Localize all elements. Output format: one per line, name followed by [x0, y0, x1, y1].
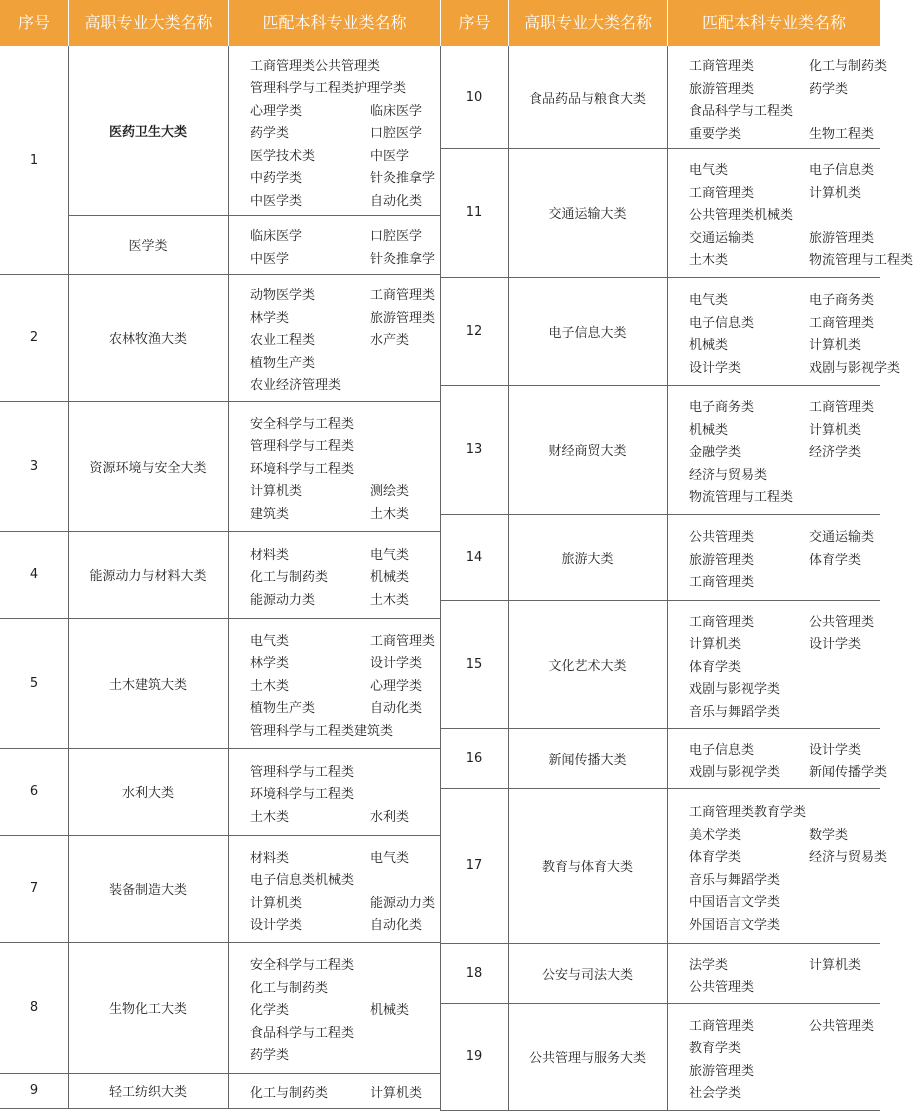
- matched-major: 心理学类: [370, 678, 423, 694]
- vocational-category: 资源环境与安全大类: [89, 460, 207, 476]
- matched-major: 音乐与舞蹈学类: [689, 704, 781, 720]
- matched-major: 药学类: [250, 1048, 290, 1064]
- matched-major: 法学类: [689, 957, 729, 973]
- matched-major: 针灸推拿学: [370, 171, 436, 187]
- row-number: 9: [29, 1083, 39, 1098]
- matched-major: 工商管理类: [809, 315, 875, 331]
- matched-major: 安全科学与工程类: [250, 416, 355, 432]
- vocational-category: 水利大类: [121, 786, 174, 801]
- vocational-category: 能源动力与材料大类: [89, 569, 207, 584]
- vocational-category: 食品药品与粮食大类: [528, 91, 646, 107]
- matched-major: 设计学类: [250, 918, 303, 933]
- matched-major: 公共管理类: [689, 530, 755, 546]
- matched-major: 设计学类: [809, 742, 862, 758]
- matched-major: 植物生产类: [250, 355, 316, 371]
- matched-major: 环境科学与工程类: [250, 787, 355, 803]
- matched-major: 工商管理类: [809, 400, 875, 416]
- row-divider: [0, 1108, 440, 1109]
- matched-major: 食品科学与工程类: [689, 104, 794, 119]
- matched-major: 食品科学与工程类: [250, 1025, 355, 1041]
- matched-major: 计算机类: [250, 484, 303, 500]
- row-number: 12: [465, 323, 483, 339]
- matched-major: 电气类: [370, 547, 410, 563]
- matched-major: 物流管理与工程类: [809, 253, 913, 269]
- matched-major: 电子信息类机械类: [250, 873, 355, 888]
- matched-major: 中国语言文学类: [689, 895, 781, 910]
- matched-major: 管理科学与工程类护理学类: [250, 81, 407, 97]
- vocational-category: 轻工纺织大类: [108, 1085, 187, 1100]
- matched-major: 自动化类: [370, 193, 423, 209]
- matched-major: 针灸推拿学: [370, 251, 436, 267]
- left-table: [0, 0, 440, 1110]
- matched-major: 化学类: [250, 1003, 290, 1019]
- matched-major: 水利类: [370, 809, 410, 825]
- matched-major: 体育学类: [809, 552, 862, 568]
- matched-major: 化工与制药类: [250, 980, 329, 996]
- row-number: 2: [29, 330, 39, 345]
- matched-major: 能源动力类: [370, 895, 436, 911]
- matched-major: 旅游管理类: [689, 552, 755, 568]
- matched-major: 体育学类: [689, 850, 742, 865]
- matched-major: 医学技术类: [250, 148, 316, 164]
- matched-major: 社会学类: [689, 1086, 742, 1101]
- matched-major: 新闻传播学类: [809, 765, 888, 780]
- vocational-category: 公共管理与服务大类: [528, 1051, 646, 1066]
- matched-major: 环境科学与工程类: [250, 461, 355, 477]
- matched-major: 体育学类: [689, 659, 742, 675]
- header-category: 高职专业大类名称: [523, 13, 652, 32]
- vocational-category: 生物化工大类: [108, 1002, 187, 1017]
- matched-major: 旅游管理类: [809, 230, 875, 246]
- matched-major: 工商管理类: [689, 1018, 755, 1034]
- matched-major: 电子信息类: [809, 163, 875, 179]
- matched-major: 中医学: [370, 148, 410, 164]
- matched-major: 教育学类: [689, 1041, 742, 1056]
- row-number: 14: [465, 549, 483, 565]
- vocational-category: 医学类: [128, 239, 168, 254]
- matched-major: 公共管理类: [809, 614, 875, 630]
- matched-major: 工商管理类: [689, 614, 755, 630]
- matched-major: 水产类: [370, 333, 410, 349]
- matched-major: 药学类: [809, 81, 849, 97]
- matched-major: 计算机类: [809, 422, 862, 438]
- matched-major: 材料类: [250, 547, 290, 563]
- vocational-category: 财经商贸大类: [548, 444, 627, 459]
- matched-major: 机械类: [370, 570, 410, 586]
- matched-major: 临床医学: [370, 103, 423, 119]
- matched-major: 中药学类: [250, 171, 303, 187]
- matched-major: 设计学类: [809, 637, 862, 653]
- matched-major: 电气类: [250, 633, 290, 649]
- matched-major: 中医学类: [250, 193, 303, 209]
- matched-major: 电子商务类: [809, 293, 875, 308]
- matched-major: 建筑类: [250, 506, 290, 522]
- header-majors: 匹配本科专业类名称: [262, 13, 407, 32]
- matched-major: 美术学类: [689, 827, 742, 843]
- matched-major: 电气类: [370, 850, 410, 866]
- matched-major: 经济与贸易类: [809, 850, 888, 865]
- row-number: 11: [465, 205, 483, 220]
- matched-major: 植物生产类: [250, 701, 316, 717]
- header-majors: 匹配本科专业类名称: [701, 13, 846, 32]
- vocational-category: 教育与体育大类: [541, 860, 633, 875]
- matched-major: 电子信息类: [689, 315, 755, 331]
- matched-major: 机械类: [689, 338, 729, 353]
- matched-major: 管理科学与工程类: [250, 439, 355, 455]
- matched-major: 机械类: [689, 422, 729, 438]
- matched-major: 工商管理类教育学类: [689, 805, 807, 820]
- vocational-category: 土木建筑大类: [108, 677, 187, 693]
- matched-major: 工商管理类: [689, 185, 755, 201]
- matched-major: 化工与制药类: [250, 570, 329, 586]
- header-no: 序号: [17, 13, 50, 32]
- matched-major: 电气类: [689, 163, 729, 179]
- left-header-row: [0, 0, 440, 46]
- matched-major: 中医学: [250, 251, 290, 267]
- vocational-category: 交通运输大类: [548, 207, 627, 222]
- matched-major: 旅游管理类: [370, 310, 436, 326]
- matched-major: 口腔医学: [370, 126, 423, 142]
- matched-major: 计算机类: [370, 1086, 423, 1102]
- matched-major: 口腔医学: [370, 229, 423, 244]
- row-number: 10: [465, 89, 483, 105]
- matched-major: 心理学类: [250, 103, 303, 119]
- matched-major: 旅游管理类: [689, 1063, 755, 1079]
- matched-major: 土木类: [370, 592, 410, 608]
- matched-major: 林学类: [250, 310, 290, 326]
- row-number: 16: [465, 750, 483, 766]
- matched-major: 工商管理类公共管理类: [250, 58, 381, 74]
- matched-major: 药学类: [250, 126, 290, 142]
- matched-major: 临床医学: [250, 229, 303, 244]
- matched-major: 工商管理类: [370, 288, 436, 304]
- right-table: [440, 0, 913, 1110]
- matched-major: 金融学类: [689, 445, 742, 461]
- matched-major: 外国语言文学类: [689, 917, 781, 933]
- row-number: 3: [29, 458, 39, 474]
- matched-major: 机械类: [370, 1003, 410, 1019]
- matched-major: 交通运输类: [809, 530, 875, 546]
- matched-major: 电气类: [689, 293, 729, 308]
- matched-major: 土木类: [370, 506, 410, 522]
- matched-major: 公共管理类: [809, 1018, 875, 1034]
- matched-major: 农业经济管理类: [250, 378, 342, 394]
- matched-major: 计算机类: [809, 185, 862, 201]
- matched-major: 计算机类: [689, 637, 742, 653]
- row-number: 15: [465, 656, 483, 672]
- matched-major: 戏剧与影视学类: [689, 682, 781, 698]
- matched-major: 公共管理类: [689, 980, 755, 995]
- matched-major: 自动化类: [370, 918, 423, 933]
- row-number: 18: [465, 965, 483, 981]
- matched-major: 管理科学与工程类建筑类: [250, 723, 394, 739]
- matched-major: 设计学类: [689, 360, 742, 376]
- matched-major: 管理科学与工程类: [250, 764, 355, 780]
- matched-major: 农业工程类: [250, 333, 316, 349]
- matched-major: 戏剧与影视学类: [809, 360, 901, 376]
- row-number: 4: [29, 567, 39, 582]
- matched-major: 经济学类: [809, 445, 862, 461]
- matched-major: 旅游管理类: [689, 81, 755, 97]
- matched-major: 动物医学类: [250, 288, 316, 304]
- vocational-category: 公安与司法大类: [541, 967, 633, 983]
- matched-major: 土木类: [250, 678, 290, 694]
- matched-major: 生物工程类: [809, 126, 875, 142]
- matched-major: 电子信息类: [689, 742, 755, 758]
- matched-major: 电子商务类: [689, 400, 755, 416]
- matched-major: 物流管理与工程类: [689, 490, 794, 506]
- matched-major: 工商管理类: [689, 575, 755, 591]
- right-header-row: [440, 0, 880, 46]
- matched-major: 音乐与舞蹈学类: [689, 872, 781, 888]
- matched-major: 材料类: [250, 850, 290, 866]
- vocational-category: 旅游大类: [561, 551, 614, 567]
- row-number: 13: [465, 442, 483, 457]
- matched-major: 经济与贸易类: [689, 467, 768, 483]
- matched-major: 计算机类: [250, 895, 303, 911]
- matched-major: 交通运输类: [689, 230, 755, 246]
- matched-major: 能源动力类: [250, 592, 316, 608]
- matched-major: 林学类: [250, 656, 290, 672]
- matched-major: 数学类: [809, 827, 849, 843]
- matched-major: 工商管理类: [689, 59, 755, 74]
- vocational-category: 新闻传播大类: [548, 752, 627, 768]
- matched-major: 设计学类: [370, 656, 423, 672]
- vocational-category: 装备制造大类: [108, 883, 187, 898]
- row-number: 17: [465, 858, 483, 873]
- matched-major: 戏剧与影视学类: [689, 765, 781, 780]
- row-number: 1: [29, 152, 39, 168]
- row-number: 7: [29, 881, 39, 896]
- matched-major: 重要学类: [689, 126, 742, 142]
- matched-major: 测绘类: [370, 484, 410, 500]
- vocational-category: 电子信息大类: [548, 325, 627, 341]
- row-divider: [228, 1073, 438, 1074]
- row-number: 8: [29, 1000, 39, 1015]
- header-category: 高职专业大类名称: [84, 13, 213, 32]
- matched-major: 工商管理类: [370, 633, 436, 649]
- vocational-category: 文化艺术大类: [548, 658, 627, 674]
- matched-major: 化工与制药类: [250, 1086, 329, 1102]
- matched-major: 化工与制药类: [809, 59, 888, 74]
- row-number: 19: [465, 1049, 483, 1064]
- header-no: 序号: [458, 13, 491, 32]
- matched-major: 安全科学与工程类: [250, 958, 355, 974]
- matched-major: 计算机类: [809, 338, 862, 353]
- matched-major: 计算机类: [809, 957, 862, 973]
- matched-major: 自动化类: [370, 701, 423, 717]
- vocational-category: 农林牧渔大类: [108, 332, 187, 347]
- vocational-category: 医药卫生大类: [108, 125, 187, 140]
- matched-major: 土木类: [250, 809, 290, 825]
- matched-major: 公共管理类机械类: [689, 208, 794, 224]
- matched-major: 土木类: [689, 253, 729, 269]
- row-number: 6: [29, 784, 39, 799]
- row-number: 5: [29, 675, 39, 691]
